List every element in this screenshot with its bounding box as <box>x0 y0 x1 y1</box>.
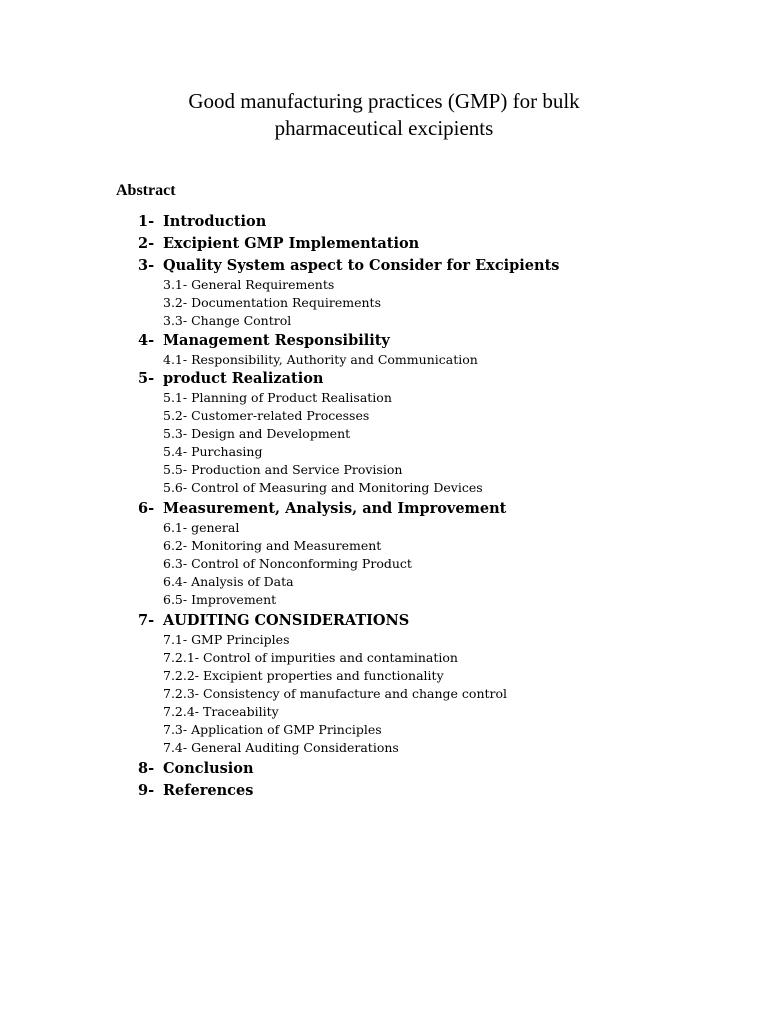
toc-section-entry <box>138 760 254 777</box>
toc-section-entry <box>138 612 409 629</box>
toc-subsection-entry: 7.2.3- Consistency of manufacture and change control <box>163 686 508 701</box>
toc-section-number: 7- <box>138 612 155 629</box>
toc-subsection-entry: 6.4- Analysis of Data <box>163 574 294 589</box>
toc-subsection-entry: 7.3- Application of GMP Principles <box>163 722 382 737</box>
title-line-2: pharmaceutical excipients <box>274 116 494 140</box>
toc-section-number: 8- <box>138 760 155 777</box>
toc-section-number: 2- <box>138 235 155 252</box>
toc-section-title: product Realization <box>163 370 324 387</box>
document-title <box>0 88 768 142</box>
toc-section-entry <box>138 213 266 230</box>
toc-subsection-entry: 6.3- Control of Nonconforming Product <box>163 556 412 571</box>
toc-section-title: Conclusion <box>163 760 254 777</box>
toc-subsection-entry: 5.2- Customer-related Processes <box>163 408 370 423</box>
toc-section-number: 6- <box>138 500 155 517</box>
toc-subsection-entry: 3.3- Change Control <box>163 313 292 328</box>
toc-subsection-entry: 4.1- Responsibility, Authority and Communication <box>163 352 478 367</box>
toc-section-title: Excipient GMP Implementation <box>163 235 420 252</box>
toc-section-title: References <box>163 782 254 799</box>
toc-subsection-entry: 7.4- General Auditing Considerations <box>163 740 399 755</box>
toc-subsection-entry: 7.1- GMP Principles <box>163 632 290 647</box>
toc-section-number: 1- <box>138 213 155 230</box>
toc-section-entry <box>138 782 253 799</box>
toc-section-title: Management Responsibility <box>163 332 390 349</box>
title-line-1: Good manufacturing practices (GMP) for bulk <box>188 89 580 113</box>
toc-section-entry <box>138 370 323 387</box>
toc-subsection-entry: 6.2- Monitoring and Measurement <box>163 538 382 553</box>
toc-subsection-entry: 7.2.2- Excipient properties and functionality <box>163 668 444 683</box>
toc-subsection-entry: 7.2.1- Control of impurities and contamination <box>163 650 458 665</box>
toc-subsection-entry: 5.1- Planning of Product Realisation <box>163 390 392 405</box>
toc-section-number: 9- <box>138 782 155 799</box>
toc-subsection-entry: 3.1- General Requirements <box>163 277 335 292</box>
toc-subsection-entry: 5.4- Purchasing <box>163 444 263 459</box>
toc-section-number: 3- <box>138 257 155 274</box>
toc-section-number: 4- <box>138 332 155 349</box>
toc-section-title: Quality System aspect to Consider for Excipients <box>163 257 560 274</box>
toc-subsection-entry: 7.2.4- Traceability <box>163 704 279 719</box>
toc-section-title: AUDITING CONSIDERATIONS <box>163 612 410 629</box>
toc-subsection-entry: 5.3- Design and Development <box>163 426 351 441</box>
toc-subsection-entry: 6.5- Improvement <box>163 592 277 607</box>
toc-section-title: Introduction <box>163 213 267 230</box>
toc-section-title: Measurement, Analysis, and Improvement <box>163 500 507 517</box>
toc-section-entry <box>138 500 506 517</box>
toc-section-entry <box>138 257 559 274</box>
toc-section-entry <box>138 332 390 349</box>
abstract-heading: Abstract <box>116 182 176 199</box>
toc-subsection-entry: 5.6- Control of Measuring and Monitoring Devices <box>163 480 483 495</box>
toc-subsection-entry: 5.5- Production and Service Provision <box>163 462 403 477</box>
toc-subsection-entry: 3.2- Documentation Requirements <box>163 295 381 310</box>
toc-subsection-entry: 6.1- general <box>163 520 240 535</box>
toc-section-number: 5- <box>138 370 155 387</box>
toc-section-entry <box>138 235 419 252</box>
